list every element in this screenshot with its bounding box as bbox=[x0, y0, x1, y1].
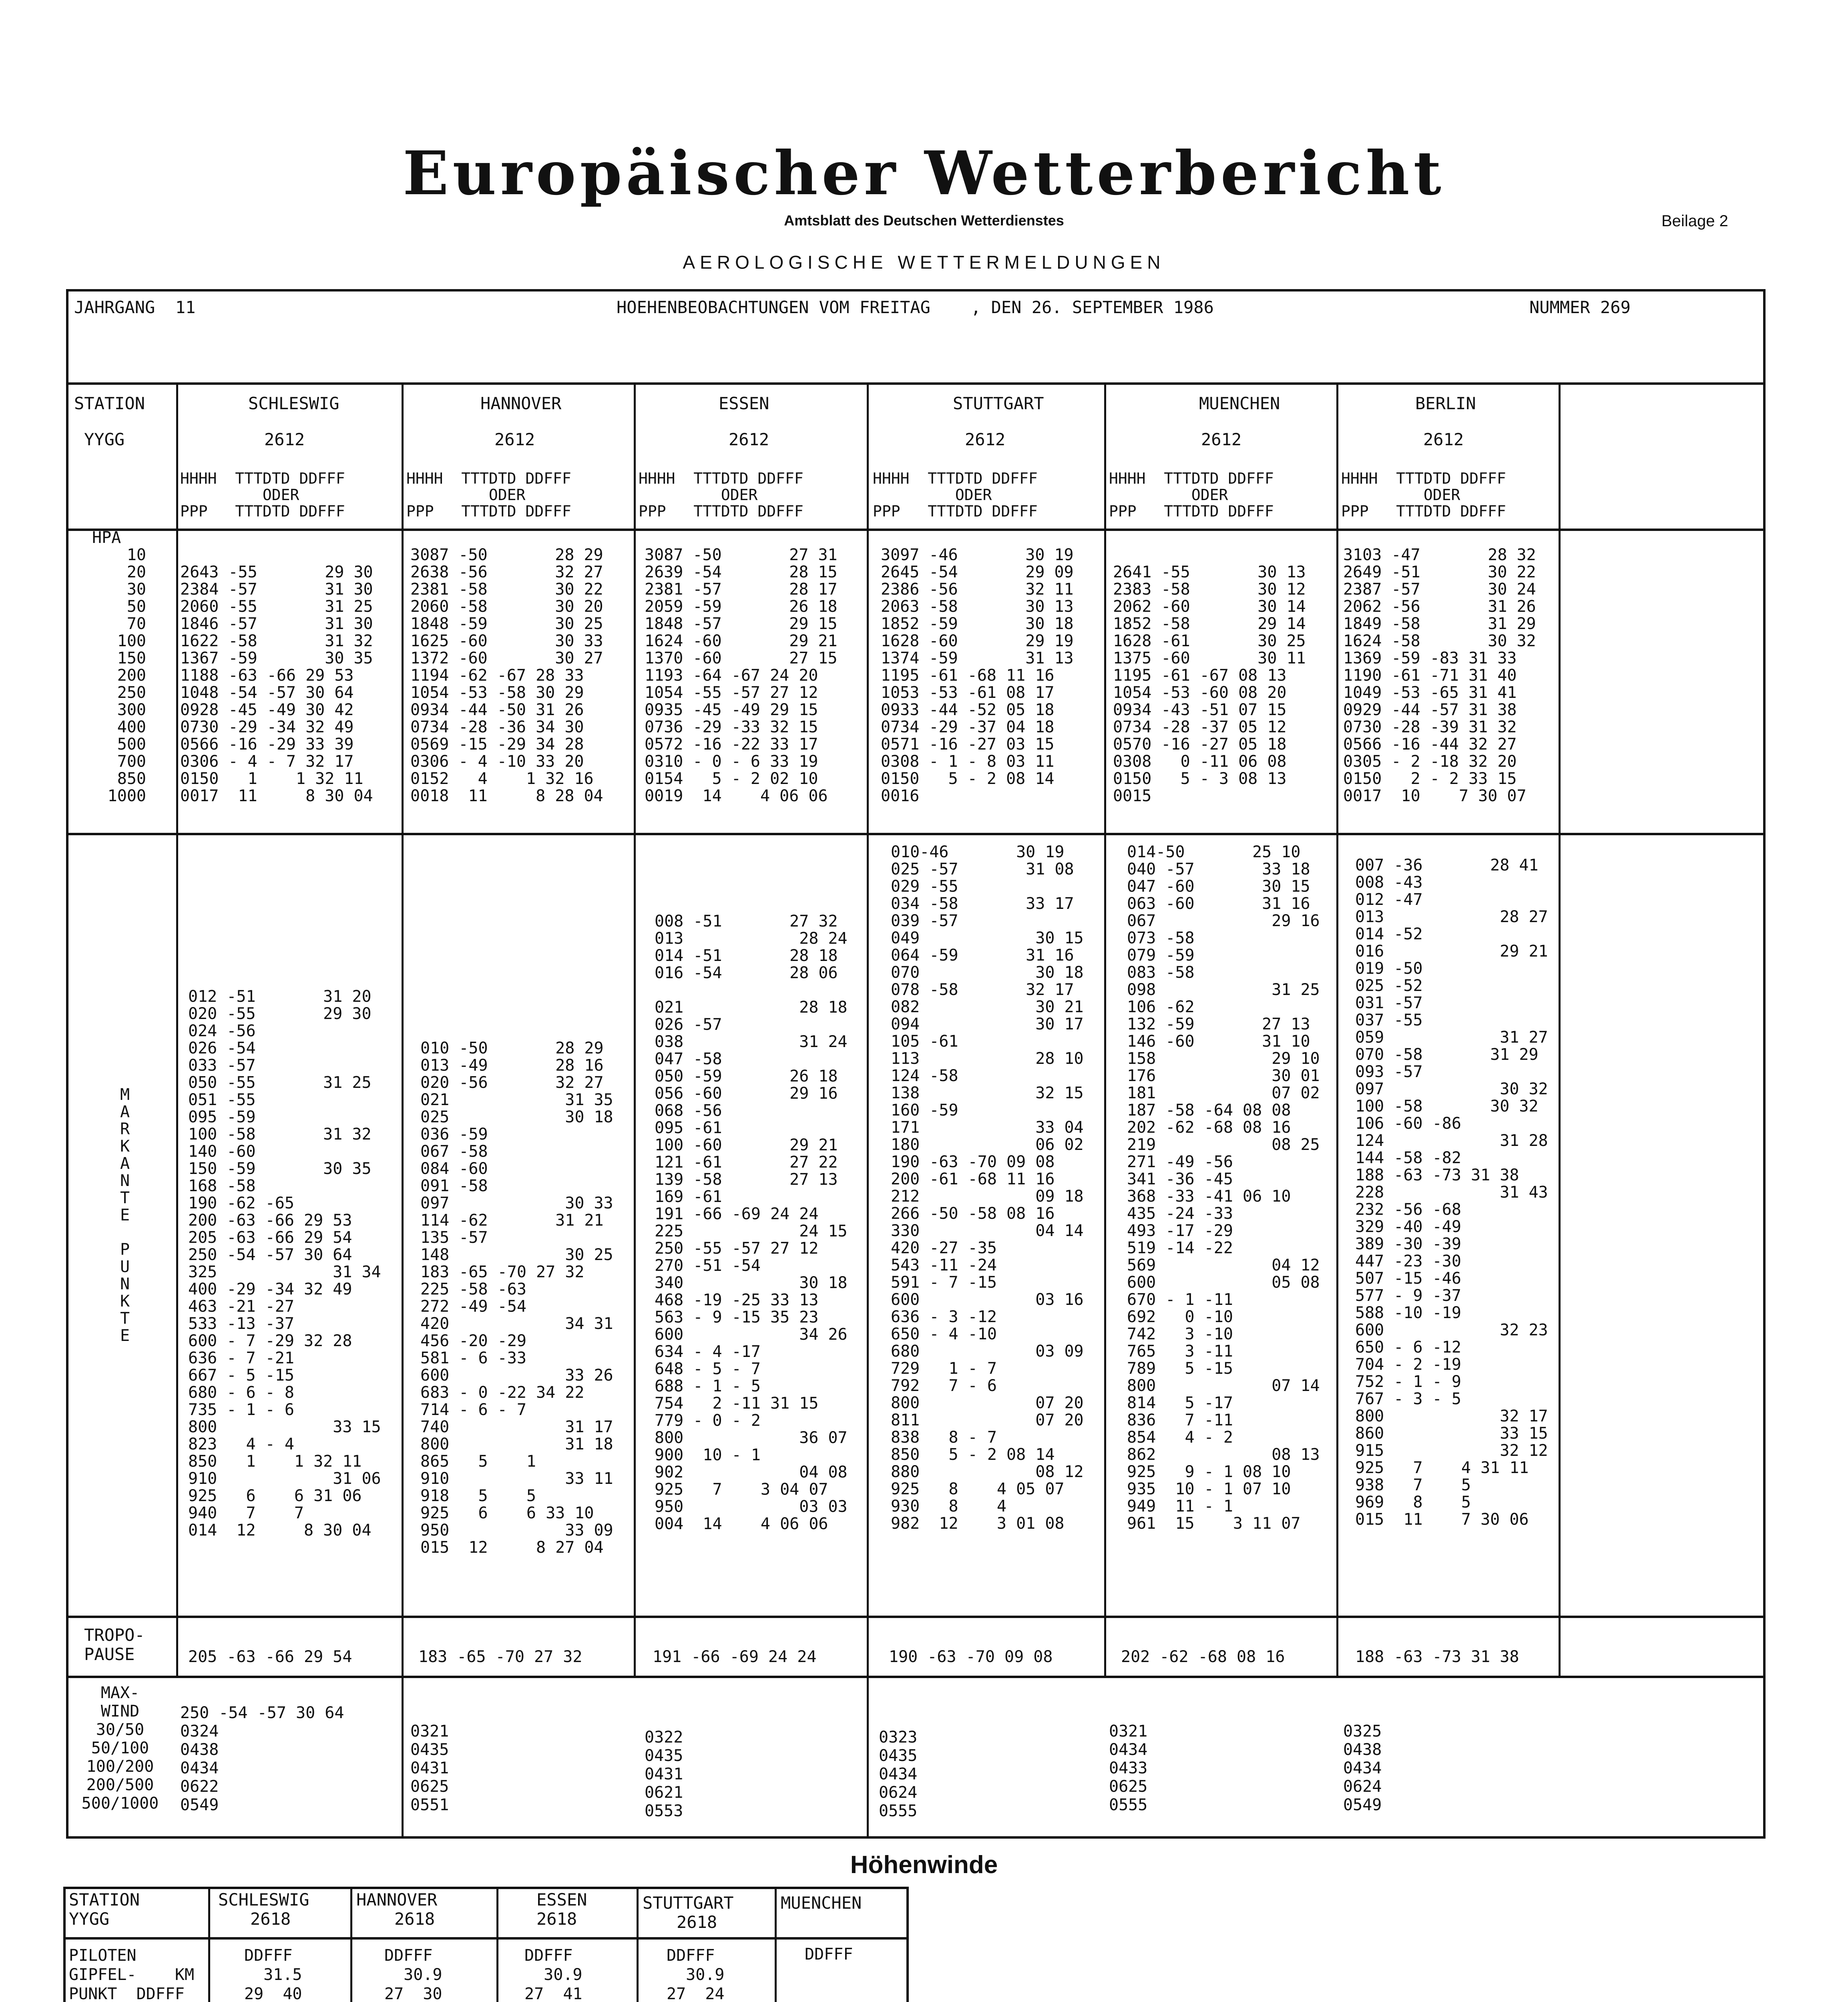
station-label: STATION bbox=[74, 394, 145, 413]
hoehenwinde-title: Höhenwinde bbox=[850, 1851, 998, 1879]
tropopause-data: 188 -63 -73 31 38 bbox=[1355, 1648, 1519, 1666]
beilage-label: Beilage 2 bbox=[1661, 212, 1728, 230]
station-name: STUTTGART bbox=[953, 394, 1044, 413]
tropopause-data: 190 -63 -70 09 08 bbox=[889, 1648, 1053, 1666]
station-yygg: 2612 bbox=[494, 430, 535, 449]
pressure-levels: 10 20 30 50 70 100 150 200 250 300 400 500 700 850 1000 bbox=[107, 546, 146, 805]
significant-level-data: 010-46 30 19 025 -57 31 08 029 -55 034 -58 33 17 039 -57 049 30 15 064 -59 31 16 070 30 18 078 -58 32 17 082 30 21 094 30 17 105 -61 113 28 10 124 -58 138 32 15 160 -59 171 33 04 180 06 02 190 -63 -70 09 08 200 -61 -68 11 16 212 09 18 266 -50 -58 08 16 330 04 14 420 -27 -35 543 -11 -24 591 - 7 -15 600 03 16 636 - 3 -12 650 - 4 -10 680 03 09 729 1 - 7 792 7 - 6 800 07 20 811 07 20 838 8 - 7 850 5 - 2 08 14 880 08 12 925 8 4 05 07 930 8 4 982 12 3 01 08 bbox=[891, 843, 1084, 1533]
hw-station-yygg: 2618 bbox=[394, 1909, 435, 1929]
column-header: HHHH TTTDTD DDFFF ODER PPP TTTDTD DDFFF bbox=[406, 470, 571, 520]
issue-number: NUMMER 269 bbox=[1529, 297, 1631, 317]
hw-station-name: ESSEN bbox=[536, 1890, 587, 1910]
hw-piloten-label: PILOTEN GIPFEL- KM PUNKT DDFFF bbox=[69, 1946, 195, 2002]
significant-level-data: 014-50 25 10 040 -57 33 18 047 -60 30 15 063 -60 31 16 067 29 16 073 -58 079 -59 083 -58 098 31 25 106 -62 132 -59 27 13 146 -60 31 10 158 29 10 176 30 01 181 07 02 187 -58 -64 08 08 202 -62 -68 08 16 219 08 25 271 -49 -56 341 -36 -45 368 -33 -41 06 10 435 -24 -33 493 -17 -29 519 -14 -22 569 04 12 600 05 08 670 - 1 -11 692 0 -10 742 3 -10 765 3 -11 789 5 -15 800 07 14 814 5 -17 836 7 -11 854 4 - 2 862 08 13 925 9 - 1 08 10 935 10 - 1 07 10 949 11 - 1 961 15 3 11 07 bbox=[1127, 843, 1320, 1533]
column-divider bbox=[1336, 382, 1338, 1678]
observation-date: HOEHENBEOBACHTUNGEN VOM FREITAG , DEN 26. SEPTEMBER 1986 bbox=[617, 297, 1214, 317]
hw-top-values: DDFFF 30.9 27 24 bbox=[667, 1946, 725, 2002]
column-divider bbox=[1104, 382, 1106, 1678]
subtitle: Amtsblatt des Deutschen Wetterdienstes bbox=[784, 212, 1064, 229]
standard-level-data: 3097 -46 30 19 2645 -54 29 09 2386 -56 32 11 2063 -58 30 13 1852 -59 30 18 1628 -60 29 19 1374 -59 31 13 1195 -61 -68 11 16 1053 -53 -61 08 17 0933 -44 -52 05 18 0734 -29 -37 04 18 0571 -16 -27 03 15 0308 - 1 - 8 03 11 0150 5 - 2 08 14 0016 bbox=[881, 546, 1074, 805]
hw-top-values: DDFFF 30.9 27 41 bbox=[524, 1946, 583, 2002]
tropopause-divider-bottom bbox=[66, 1676, 1766, 1678]
maxwind-data: 250 -54 -57 30 64 0324 0438 0434 0622 0549 bbox=[180, 1704, 344, 1814]
standard-level-data: 2643 -55 29 30 2384 -57 31 30 2060 -55 31 25 1846 -57 31 30 1622 -58 31 32 1367 -59 30 35 1188 -63 -66 29 53 1048 -54 -57 30 64 0928 -45 -49 30 42 0730 -29 -34 32 49 0566 -16 -29 33 39 0306 - 4 - 7 32 17 0150 1 1 32 11 0017 11 8 30 04 bbox=[180, 563, 373, 805]
maxwind-data: 0325 0438 0434 0624 0549 bbox=[1343, 1722, 1382, 1814]
hw-top-values: DDFFF bbox=[805, 1945, 853, 1964]
station-yygg: 2612 bbox=[1423, 430, 1464, 449]
hw-station-name: MUENCHEN bbox=[781, 1893, 862, 1913]
standard-levels-divider bbox=[66, 833, 1766, 835]
tropopause-divider-top bbox=[66, 1616, 1766, 1618]
maxwind-data: 0321 0435 0431 0625 0551 bbox=[410, 1722, 449, 1814]
column-header: HHHH TTTDTD DDFFF ODER PPP TTTDTD DDFFF bbox=[873, 470, 1038, 520]
tropopause-data: 205 -63 -66 29 54 bbox=[188, 1648, 352, 1666]
standard-level-data: 3087 -50 27 31 2639 -54 28 15 2381 -57 28 17 2059 -59 26 18 1848 -57 29 15 1624 -60 29 21 1370 -60 27 15 1193 -64 -67 24 20 1054 -55 -57 27 12 0935 -45 -49 29 15 0736 -29 -33 32 15 0572 -16 -22 33 17 0310 - 0 - 6 33 19 0154 5 - 2 02 10 0019 14 4 06 06 bbox=[645, 546, 838, 805]
significant-level-data: 012 -51 31 20 020 -55 29 30 024 -56 026 -54 033 -57 050 -55 31 25 051 -55 095 -59 100 -58 31 32 140 -60 150 -59 30 35 168 -58 190 -62 -65 200 -63 -66 29 53 205 -63 -66 29 54 250 -54 -57 30 64 325 31 34 400 -29 -34 32 49 463 -21 -27 533 -13 -37 600 - 7 -29 32 28 636 - 7 -21 667 - 5 -15 680 - 6 - 8 735 - 1 - 6 800 33 15 823 4 - 4 850 1 1 32 11 910 31 06 925 6 6 31 06 940 7 7 014 12 8 30 04 bbox=[188, 987, 381, 1540]
hw-station-label: STATION bbox=[69, 1890, 140, 1910]
hw-col-divider bbox=[496, 1887, 498, 2002]
significant-level-data: 010 -50 28 29 013 -49 28 16 020 -56 32 27 021 31 35 025 30 18 036 -59 067 -58 084 -60 091 -58 097 30 33 114 -62 31 21 135 -57 148 30 25 183 -65 -70 27 32 225 -58 -63 272 -49 -54 420 34 31 456 -20 -29 581 - 6 -33 600 33 26 683 - 0 -22 34 22 714 - 6 - 7 740 31 17 800 31 18 865 5 1 910 33 11 918 5 5 925 6 6 33 10 950 33 09 015 12 8 27 04 bbox=[420, 1039, 613, 1557]
column-divider bbox=[634, 382, 636, 1678]
hw-col-divider bbox=[350, 1887, 352, 2002]
tropopause-label: TROPO- PAUSE bbox=[84, 1625, 145, 1664]
column-divider bbox=[1559, 382, 1561, 1678]
station-name: ESSEN bbox=[719, 394, 769, 413]
hw-top-values: DDFFF 30.9 27 30 bbox=[384, 1946, 442, 2002]
jahrgang-label: JAHRGANG 11 bbox=[74, 297, 196, 317]
standard-level-data: 3087 -50 28 29 2638 -56 32 27 2381 -58 30 22 2060 -58 30 20 1848 -59 30 25 1625 -60 30 33 1372 -60 30 27 1194 -62 -67 28 33 1054 -53 -58 30 29 0934 -44 -50 31 26 0734 -28 -36 34 30 0569 -15 -29 34 28 0306 - 4 -10 33 20 0152 4 1 32 16 0018 11 8 28 04 bbox=[410, 546, 603, 805]
hw-divider bbox=[63, 1937, 909, 1940]
maxwind-data: 0322 0435 0431 0621 0553 bbox=[645, 1728, 683, 1820]
station-name: HANNOVER bbox=[480, 394, 562, 413]
tropopause-data: 202 -62 -68 08 16 bbox=[1121, 1648, 1285, 1666]
hw-station-name: HANNOVER bbox=[356, 1890, 438, 1910]
hw-col-divider bbox=[208, 1887, 210, 2002]
hw-station-name: SCHLESWIG bbox=[218, 1890, 309, 1910]
maxwind-label: MAX- WIND 30/50 50/100 100/200 200/500 500/1000 bbox=[81, 1684, 159, 1813]
column-divider bbox=[176, 382, 178, 1678]
station-name: MUENCHEN bbox=[1199, 394, 1280, 413]
hw-station-yygg: 2618 bbox=[677, 1912, 717, 1932]
hw-col-divider bbox=[775, 1887, 777, 2002]
hw-top-values: DDFFF 31.5 29 40 bbox=[244, 1946, 302, 2002]
maxwind-data: 0323 0435 0434 0624 0555 bbox=[879, 1728, 918, 1820]
standard-level-data: 2641 -55 30 13 2383 -58 30 12 2062 -60 30 14 1852 -58 29 14 1628 -61 30 25 1375 -60 30 11 1195 -61 -67 08 13 1054 -53 -60 08 20 0934 -43 -51 07 15 0734 -28 -37 05 12 0570 -16 -27 05 18 0308 0 -11 06 08 0150 5 - 3 08 13 0015 bbox=[1113, 563, 1306, 805]
page-title: Europäischer Wetterbericht bbox=[403, 138, 1445, 209]
column-header: HHHH TTTDTD DDFFF ODER PPP TTTDTD DDFFF bbox=[639, 470, 803, 520]
hpa-header-divider bbox=[66, 529, 1766, 531]
hw-station-name: STUTTGART bbox=[643, 1893, 734, 1913]
tropopause-data: 183 -65 -70 27 32 bbox=[418, 1648, 583, 1666]
hw-col-divider bbox=[637, 1887, 639, 2002]
maxwind-data: 0321 0434 0433 0625 0555 bbox=[1109, 1722, 1148, 1814]
hpa-label: HPA bbox=[92, 529, 121, 547]
column-header: HHHH TTTDTD DDFFF ODER PPP TTTDTD DDFFF bbox=[1109, 470, 1274, 520]
column-divider bbox=[402, 382, 404, 1839]
station-yygg: 2612 bbox=[1201, 430, 1242, 449]
station-name: BERLIN bbox=[1415, 394, 1476, 413]
station-name: SCHLESWIG bbox=[248, 394, 339, 413]
significant-level-data: 008 -51 27 32 013 28 24 014 -51 28 18 016 -54 28 06 021 28 18 026 -57 038 31 24 047 -58 050 -59 26 18 056 -60 29 16 068 -56 095 -61 100 -60 29 21 121 -61 27 22 139 -58 27 13 169 -61 191 -66 -69 24 24 225 24 15 250 -55 -57 27 12 270 -51 -54 340 30 18 468 -19 -25 33 13 563 - 9 -15 35 23 600 34 26 634 - 4 -17 648 - 5 - 7 688 - 1 - 5 754 2 -11 31 15 779 - 0 - 2 800 36 07 900 10 - 1 902 04 08 925 7 3 04 07 950 03 03 004 14 4 06 06 bbox=[655, 912, 848, 1533]
yygg-label: YYGG bbox=[84, 430, 125, 449]
station-yygg: 2612 bbox=[264, 430, 305, 449]
markante-punkte-label: M A R K A N T E P U N K T E bbox=[120, 1085, 130, 1345]
column-header: HHHH TTTDTD DDFFF ODER PPP TTTDTD DDFFF bbox=[180, 470, 345, 520]
tropopause-data: 191 -66 -69 24 24 bbox=[653, 1648, 817, 1666]
column-header: HHHH TTTDTD DDFFF ODER PPP TTTDTD DDFFF bbox=[1341, 470, 1506, 520]
station-yygg: 2612 bbox=[729, 430, 769, 449]
standard-level-data: 3103 -47 28 32 2649 -51 30 22 2387 -57 30 24 2062 -56 31 26 1849 -58 31 29 1624 -58 30 32 1369 -59 -83 31 33 1190 -61 -71 31 40 1049 -53 -65 31 41 0929 -44 -57 31 38 0730 -28 -39 31 32 0566 -16 -44 32 27 0305 - 2 -18 32 20 0150 2 - 2 33 15 0017 10 7 30 07 bbox=[1343, 546, 1536, 805]
column-divider bbox=[867, 382, 869, 1839]
significant-level-data: 007 -36 28 41 008 -43 012 -47 013 28 27 014 -52 016 29 21 019 -50 025 -52 031 -57 037 -55 059 31 27 070 -58 31 29 093 -57 097 30 32 100 -58 30 32 106 -60 -86 124 31 28 144 -58 -82 188 -63 -73 31 38 228 31 43 232 -56 -68 329 -40 -49 389 -30 -39 447 -23 -30 507 -15 -46 577 - 9 -37 588 -10 -19 600 32 23 650 - 6 -12 704 - 2 -19 752 - 1 - 9 767 - 3 - 5 800 32 17 860 33 15 915 32 12 925 7 4 31 11 938 7 5 969 8 5 015 11 7 30 06 bbox=[1355, 856, 1548, 1529]
section-heading: AEROLOGISCHE WETTERMELDUNGEN bbox=[683, 252, 1165, 273]
station-yygg: 2612 bbox=[965, 430, 1006, 449]
hw-station-yygg: 2618 bbox=[250, 1909, 291, 1929]
hw-station-yygg: 2618 bbox=[536, 1909, 577, 1929]
header-divider bbox=[66, 382, 1766, 385]
hw-yygg-label: YYGG bbox=[69, 1909, 110, 1929]
